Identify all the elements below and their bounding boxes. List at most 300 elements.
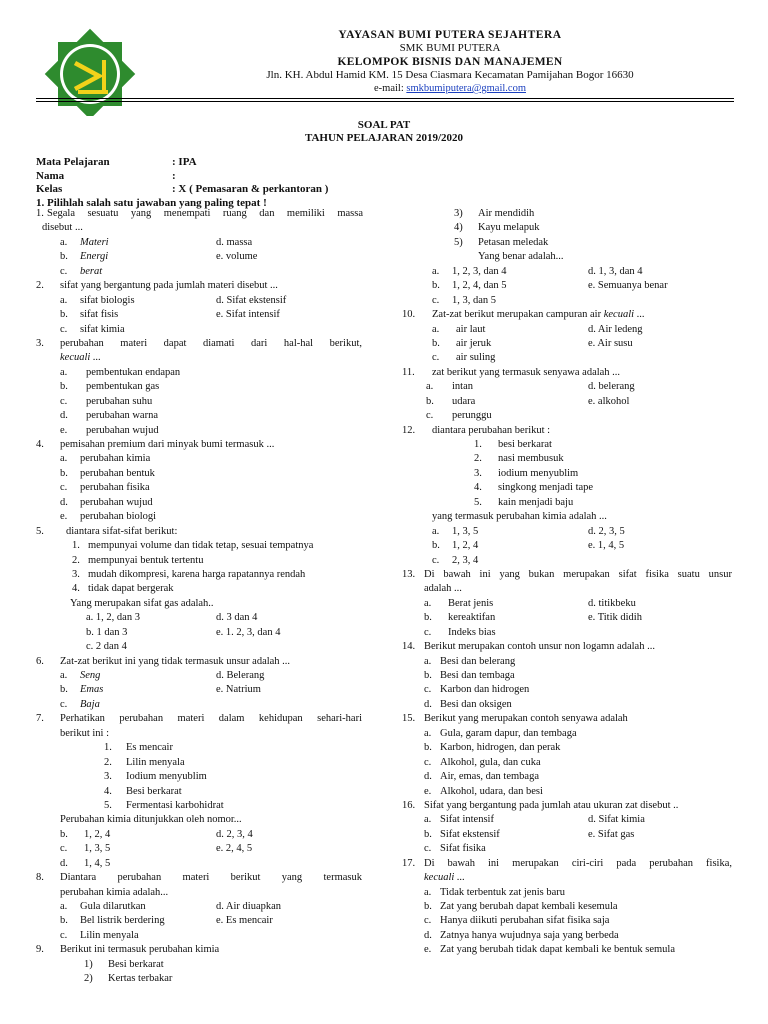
item-text: Zat-zat berikut merupakan campuran air kecuali ... bbox=[432, 309, 645, 321]
question-line bbox=[402, 727, 732, 741]
question-line bbox=[36, 207, 364, 221]
item-text: Zatnya hanya wujudnya saja yang berbeda bbox=[440, 929, 619, 941]
question-line bbox=[36, 712, 364, 726]
item-number: c. bbox=[432, 352, 440, 364]
question-line bbox=[36, 813, 364, 827]
item-text: besi berkarat bbox=[498, 439, 552, 450]
item-text: Lilin menyala bbox=[126, 756, 185, 768]
item-text: Sifat fisika bbox=[440, 843, 486, 855]
item-text: pembentukan endapan bbox=[86, 366, 181, 378]
item-text: 2, 3, 4 bbox=[452, 554, 479, 566]
question-line bbox=[36, 351, 364, 365]
item-number: a. bbox=[432, 323, 440, 335]
item-text: perunggu bbox=[452, 410, 492, 422]
item-text: Es mencair bbox=[126, 742, 173, 754]
item-text: Di bawah ini merupakan ciri-ciri pada perubahan fisika, bbox=[424, 857, 732, 869]
item-number: 2. bbox=[36, 280, 44, 292]
question-line bbox=[402, 467, 732, 481]
question-line bbox=[402, 323, 732, 337]
item-text: Berikut merupakan contoh unsur non logamn adalah ... bbox=[424, 641, 655, 653]
question-line bbox=[36, 626, 364, 640]
question-line bbox=[36, 438, 364, 452]
question-line bbox=[36, 842, 364, 856]
item-option: d. belerang bbox=[588, 381, 635, 393]
question-line bbox=[402, 886, 732, 900]
item-option: d. 2, 3, 4 bbox=[216, 828, 253, 840]
question-line bbox=[36, 770, 364, 784]
item-text: Perubahan kimia ditunjukkan oleh nomor... bbox=[60, 814, 242, 826]
item-number: 1. bbox=[474, 439, 482, 450]
item-number: e. bbox=[424, 785, 432, 797]
item-text: Tidak terbentuk zat jenis baru bbox=[440, 886, 566, 898]
item-text: b. 1 dan 3 bbox=[86, 626, 128, 638]
item-text: Alkohol, gula, dan cuka bbox=[440, 756, 541, 768]
item-text: sifat biologis bbox=[80, 294, 135, 306]
question-line bbox=[36, 236, 364, 250]
item-number: a. bbox=[60, 901, 68, 912]
question-line bbox=[36, 380, 364, 394]
question-line bbox=[36, 727, 364, 741]
item-number: c. bbox=[432, 554, 440, 566]
item-text: pemisahan premium dari minyak bumi termasuk ... bbox=[60, 439, 275, 450]
question-line bbox=[402, 683, 732, 697]
item-option: e. volume bbox=[216, 251, 258, 263]
item-number: b. bbox=[432, 337, 440, 349]
item-option: e. 1, 4, 5 bbox=[588, 540, 625, 552]
item-text: 1, 4, 5 bbox=[84, 857, 111, 869]
item-text: Berikut ini termasuk perubahan kimia bbox=[60, 944, 220, 956]
info-label: Nama bbox=[36, 169, 65, 182]
item-number: b. bbox=[424, 612, 432, 624]
item-text: zat berikut yang termasuk senyawa adalah ... bbox=[432, 366, 621, 378]
item-number: e. bbox=[60, 511, 68, 523]
item-option: d. Air diuapkan bbox=[216, 901, 282, 912]
item-text: Berikut yang merupakan contoh senyawa adalah bbox=[424, 713, 628, 725]
item-text: Yang benar adalah... bbox=[478, 251, 564, 263]
item-number: 5. bbox=[104, 799, 112, 811]
item-number: 2. bbox=[474, 453, 482, 465]
item-option: e. Natrium bbox=[216, 684, 261, 696]
item-option: e. 1. 2, 3, dan 4 bbox=[216, 626, 281, 638]
question-line bbox=[402, 337, 732, 351]
email-line bbox=[150, 82, 750, 95]
question-line bbox=[402, 438, 732, 452]
item-number: 3. bbox=[36, 337, 44, 349]
question-line bbox=[402, 597, 732, 611]
question-line bbox=[402, 221, 732, 235]
item-number: 2. bbox=[72, 554, 80, 566]
item-number: 3) bbox=[454, 208, 463, 219]
item-text: perubahan biologi bbox=[80, 511, 157, 523]
info-label: Mata Pelajaran bbox=[36, 156, 110, 168]
exam-title: SOAL PAT bbox=[357, 119, 411, 131]
item-option: e. Titik didih bbox=[588, 612, 642, 624]
question-line bbox=[402, 236, 732, 250]
item-option: e. Sifat gas bbox=[588, 828, 635, 840]
item-text: 1, 2, 4 bbox=[452, 540, 479, 552]
item-number: 6. bbox=[36, 655, 44, 667]
item-number: 5) bbox=[454, 236, 463, 248]
item-text: sifat yang bergantung pada jumlah materi disebut ... bbox=[60, 280, 278, 292]
item-number: 4. bbox=[104, 785, 112, 797]
item-text: perubahan wujud bbox=[80, 496, 153, 508]
item-number: c. bbox=[424, 626, 432, 638]
item-number: b. bbox=[60, 309, 68, 321]
item-number: d. bbox=[60, 410, 68, 422]
item-option: d. Belerang bbox=[216, 670, 265, 681]
info-row bbox=[36, 156, 436, 170]
item-number: 2. bbox=[104, 756, 112, 768]
question-line bbox=[402, 308, 732, 322]
item-text: Indeks bias bbox=[448, 626, 496, 638]
question-line bbox=[36, 337, 364, 351]
item-text: singkong menjadi tape bbox=[498, 482, 594, 494]
item-number: c. bbox=[60, 843, 68, 855]
item-text: Materi bbox=[80, 236, 109, 248]
question-line bbox=[36, 568, 364, 582]
item-number: 13. bbox=[402, 568, 416, 580]
item-text: perubahan kimia bbox=[80, 453, 151, 465]
item-number: b. bbox=[424, 670, 432, 681]
item-text: Besi berkarat bbox=[126, 785, 182, 797]
item-text: nasi membusuk bbox=[498, 453, 564, 465]
item-text: c. 2 dan 4 bbox=[86, 641, 127, 653]
item-number: d. bbox=[424, 698, 432, 710]
question-line bbox=[402, 799, 732, 813]
item-number: c. bbox=[60, 395, 68, 407]
item-number: b. bbox=[60, 684, 68, 696]
item-option: e. Air susu bbox=[588, 337, 633, 349]
item-text: Segala sesuatu yang menempati ruang dan memiliki massa bbox=[47, 208, 363, 219]
item-text: udara bbox=[452, 395, 476, 407]
question-line bbox=[36, 582, 364, 596]
item-number: 3. bbox=[72, 568, 80, 580]
question-line bbox=[36, 366, 364, 380]
item-number: b. bbox=[432, 540, 440, 552]
question-line bbox=[36, 900, 364, 914]
item-text: Air mendidih bbox=[478, 208, 535, 219]
item-text: Kertas terbakar bbox=[108, 973, 173, 985]
item-number: 7. bbox=[36, 713, 44, 725]
item-text: Zat yang berubah dapat kembali kesemula bbox=[440, 901, 618, 912]
item-number: c. bbox=[60, 265, 68, 277]
item-number: d. bbox=[60, 857, 68, 869]
item-number: c. bbox=[424, 915, 432, 927]
item-text: Besi dan oksigen bbox=[440, 698, 512, 710]
item-number: d. bbox=[424, 929, 432, 941]
item-text: perubahan kimia adalah... bbox=[60, 886, 169, 898]
item-option: e. 2, 4, 5 bbox=[216, 843, 253, 855]
item-number: 15. bbox=[402, 713, 416, 725]
question-line bbox=[36, 799, 364, 813]
question-line bbox=[402, 554, 732, 568]
question-line bbox=[402, 828, 732, 842]
question-line bbox=[36, 279, 364, 293]
question-line bbox=[36, 554, 364, 568]
item-text: Perhatikan perubahan materi dalam kehidupan sehari-hari bbox=[60, 713, 362, 725]
question-line bbox=[402, 366, 732, 380]
item-text: Hanya diikuti perubahan sifat fisika saja bbox=[440, 915, 610, 927]
question-line bbox=[402, 655, 732, 669]
question-line bbox=[402, 900, 732, 914]
item-number: b. bbox=[424, 828, 432, 840]
item-text: Gula dilarutkan bbox=[80, 901, 146, 912]
email-link[interactable]: smkbumiputera@gmail.com bbox=[406, 83, 526, 94]
question-line bbox=[402, 698, 732, 712]
question-line bbox=[402, 582, 732, 596]
question-line bbox=[36, 756, 364, 770]
item-number: 2) bbox=[84, 973, 93, 985]
item-option: e. Es mencair bbox=[216, 915, 273, 927]
question-line bbox=[36, 481, 364, 495]
item-text: Sifat intensif bbox=[440, 814, 494, 826]
item-text: mudah dikompresi, karena harga rapatannya rendah bbox=[88, 568, 306, 580]
question-line bbox=[36, 597, 364, 611]
question-line bbox=[402, 943, 732, 957]
question-line bbox=[402, 626, 732, 640]
question-line bbox=[36, 539, 364, 553]
question-line bbox=[36, 323, 364, 337]
item-text: Fermentasi karbohidrat bbox=[126, 799, 224, 811]
exam-year: TAHUN PELAJARAN 2019/2020 bbox=[304, 132, 464, 144]
item-number: 3. bbox=[474, 467, 482, 479]
item-number: a. bbox=[426, 381, 434, 393]
item-number: c. bbox=[60, 929, 68, 941]
question-line bbox=[36, 250, 364, 264]
question-line bbox=[36, 698, 364, 712]
question-line bbox=[402, 525, 732, 539]
question-line bbox=[36, 857, 364, 871]
foundation-name: YAYASAN BUMI PUTERA SEJAHTERA bbox=[338, 29, 562, 41]
item-number: e. bbox=[424, 944, 432, 956]
item-number: b. bbox=[426, 395, 434, 407]
item-text: Iodium menyublim bbox=[126, 771, 207, 783]
item-number: d. bbox=[60, 496, 68, 508]
question-line bbox=[36, 308, 364, 322]
question-line bbox=[402, 351, 732, 365]
info-value: : bbox=[172, 169, 176, 182]
item-text: 1, 3, 5 bbox=[84, 843, 111, 855]
item-number: b. bbox=[60, 251, 68, 263]
question-line bbox=[402, 481, 732, 495]
question-line bbox=[402, 409, 732, 423]
item-text: Alkohol, udara, dan besi bbox=[440, 785, 543, 797]
item-text: kereaktifan bbox=[448, 612, 496, 624]
question-line bbox=[36, 409, 364, 423]
question-line bbox=[36, 510, 364, 524]
question-line bbox=[36, 886, 364, 900]
item-number: 4. bbox=[36, 439, 44, 450]
info-row bbox=[36, 183, 436, 197]
question-line bbox=[402, 380, 732, 394]
item-text: Diantara perubahan materi berikut yang termasuk bbox=[60, 872, 362, 884]
item-number: 17. bbox=[402, 857, 416, 869]
item-number: a. bbox=[424, 814, 432, 826]
item-text: Karbon dan hidrogen bbox=[440, 684, 530, 696]
item-number: c. bbox=[424, 756, 432, 768]
question-line bbox=[36, 943, 364, 957]
item-number: c. bbox=[424, 843, 432, 855]
question-line bbox=[402, 871, 732, 885]
item-text: sifat kimia bbox=[80, 323, 125, 335]
question-line bbox=[402, 741, 732, 755]
header-rule-thin bbox=[36, 101, 734, 102]
item-text: perubahan materi dapat diamati dari hal-hal berikut, bbox=[60, 337, 362, 349]
item-option: e. alkohol bbox=[588, 395, 630, 407]
item-text: Air, emas, dan tembaga bbox=[440, 771, 540, 783]
item-text: 1, 2, 3, dan 4 bbox=[452, 265, 507, 277]
item-text: Seng bbox=[80, 670, 101, 681]
item-number: c. bbox=[426, 410, 434, 422]
question-line bbox=[36, 221, 364, 235]
question-line bbox=[402, 250, 732, 264]
item-text: a. 1, 2, dan 3 bbox=[86, 612, 140, 624]
item-number: a. bbox=[60, 294, 68, 306]
item-text: 1, 2, 4, dan 5 bbox=[452, 280, 507, 292]
item-number: 5. bbox=[36, 525, 44, 537]
question-line bbox=[402, 611, 732, 625]
item-text: mempunyai bentuk tertentu bbox=[88, 554, 204, 566]
item-text: Di bawah ini yang bukan merupakan sifat fisika suatu unsur bbox=[424, 568, 732, 580]
item-text: tidak dapat bergerak bbox=[88, 583, 174, 595]
item-number: 1. bbox=[104, 742, 112, 754]
item-number: 4) bbox=[454, 222, 463, 234]
item-text: pembentukan gas bbox=[86, 381, 160, 393]
item-text: Energi bbox=[80, 251, 109, 263]
question-line bbox=[36, 828, 364, 842]
question-line bbox=[402, 510, 732, 524]
question-line bbox=[402, 770, 732, 784]
item-number: e. bbox=[60, 424, 68, 436]
question-line bbox=[36, 265, 364, 279]
kecuali-word: kecuali bbox=[603, 309, 635, 321]
item-number: c. bbox=[424, 684, 432, 696]
item-text: air suling bbox=[456, 352, 496, 364]
item-text: kecuali ... bbox=[424, 872, 465, 884]
question-line bbox=[36, 972, 364, 986]
item-text: diantara perubahan berikut : bbox=[432, 424, 551, 436]
item-text: Besi dan tembaga bbox=[440, 670, 515, 681]
item-text: air laut bbox=[456, 323, 486, 335]
question-line bbox=[402, 539, 732, 553]
question-line bbox=[402, 857, 732, 871]
item-number: a. bbox=[424, 727, 432, 739]
item-number: a. bbox=[432, 265, 440, 277]
item-text: perubahan fisika bbox=[80, 482, 150, 494]
item-text: Bel listrik berdering bbox=[80, 915, 165, 927]
item-text: Karbon, hidrogen, dan perak bbox=[440, 742, 561, 754]
item-number: b. bbox=[424, 742, 432, 754]
item-text: Yang merupakan sifat gas adalah.. bbox=[70, 597, 214, 609]
info-value: : X ( Pemasaran & perkantoran ) bbox=[172, 183, 329, 195]
item-number: 8. bbox=[36, 872, 44, 884]
question-line bbox=[36, 871, 364, 885]
item-number: 5. bbox=[474, 496, 482, 508]
item-text: mempunyai volume dan tidak tetap, sesuai tempatnya bbox=[88, 540, 314, 552]
question-line bbox=[402, 756, 732, 770]
item-text: perubahan bentuk bbox=[80, 467, 155, 479]
item-number: 3. bbox=[104, 771, 112, 783]
item-text: kain menjadi baju bbox=[498, 496, 574, 508]
item-number: a. bbox=[424, 886, 432, 898]
item-text: Baja bbox=[80, 698, 100, 710]
question-line bbox=[402, 395, 732, 409]
item-number: d. bbox=[424, 771, 432, 783]
item-number: 12. bbox=[402, 424, 416, 436]
item-text: berat bbox=[80, 265, 103, 277]
item-number: c. bbox=[60, 698, 68, 710]
item-text: Petasan meledak bbox=[478, 236, 549, 248]
item-text: Sifat ekstensif bbox=[440, 828, 500, 840]
item-text: Besi berkarat bbox=[108, 958, 164, 970]
item-number: 1. bbox=[36, 208, 44, 219]
item-text: Besi dan belerang bbox=[440, 655, 516, 667]
question-line bbox=[36, 611, 364, 625]
question-line bbox=[36, 914, 364, 928]
item-text: 1, 3, 5 bbox=[452, 525, 479, 537]
item-number: a. bbox=[60, 236, 68, 248]
question-line bbox=[36, 294, 364, 308]
item-text: Zat yang berubah tidak dapat kembali ke bentuk semula bbox=[440, 944, 676, 956]
school-name: SMK BUMI PUTERA bbox=[399, 42, 501, 54]
question-line bbox=[402, 929, 732, 943]
item-text: yang termasuk perubahan kimia adalah ... bbox=[432, 511, 607, 523]
question-line bbox=[402, 424, 732, 438]
item-text: air jeruk bbox=[456, 337, 492, 349]
item-option: d. titikbeku bbox=[588, 597, 636, 609]
item-text: Gula, garam dapur, dan tembaga bbox=[440, 727, 577, 739]
question-line bbox=[402, 496, 732, 510]
item-text: intan bbox=[452, 381, 473, 393]
question-line bbox=[402, 452, 732, 466]
item-number: b. bbox=[60, 828, 68, 840]
item-number: b. bbox=[60, 467, 68, 479]
item-text: 1, 2, 4 bbox=[84, 828, 111, 840]
item-text: perubahan warna bbox=[86, 410, 159, 422]
question-line bbox=[402, 914, 732, 928]
question-line bbox=[402, 813, 732, 827]
item-text: perubahan suhu bbox=[86, 395, 153, 407]
item-text: kecuali ... bbox=[60, 352, 101, 364]
question-column-right bbox=[402, 207, 732, 958]
question-line bbox=[36, 452, 364, 466]
question-line bbox=[402, 207, 732, 221]
item-number: a. bbox=[60, 453, 68, 465]
school-address: Jln. KH. Abdul Hamid KM. 15 Desa Ciasmara Kecamatan Pamijahan Bogor 16630 bbox=[266, 69, 634, 81]
item-number: b. bbox=[432, 280, 440, 292]
question-line bbox=[36, 785, 364, 799]
item-number: 1. bbox=[72, 540, 80, 552]
item-number: 16. bbox=[402, 799, 416, 811]
item-number: 4. bbox=[474, 482, 482, 494]
item-number: 10. bbox=[402, 309, 416, 321]
question-line bbox=[36, 467, 364, 481]
item-number: a. bbox=[424, 597, 432, 609]
question-line bbox=[36, 655, 364, 669]
item-text: Sifat yang bergantung pada jumlah atau ukuran zat disebut .. bbox=[424, 799, 679, 811]
item-number: 9. bbox=[36, 944, 44, 956]
item-option: d. 1, 3, dan 4 bbox=[588, 265, 643, 277]
header-rule bbox=[36, 98, 734, 99]
question-line bbox=[402, 785, 732, 799]
question-line bbox=[36, 958, 364, 972]
item-option: d. Sifat ekstensif bbox=[216, 294, 287, 306]
item-option: e. Semuanya benar bbox=[588, 280, 668, 292]
question-column-left bbox=[36, 207, 364, 987]
star-emblem-icon bbox=[40, 28, 140, 116]
info-label: Kelas bbox=[36, 183, 63, 195]
question-line bbox=[36, 640, 364, 654]
